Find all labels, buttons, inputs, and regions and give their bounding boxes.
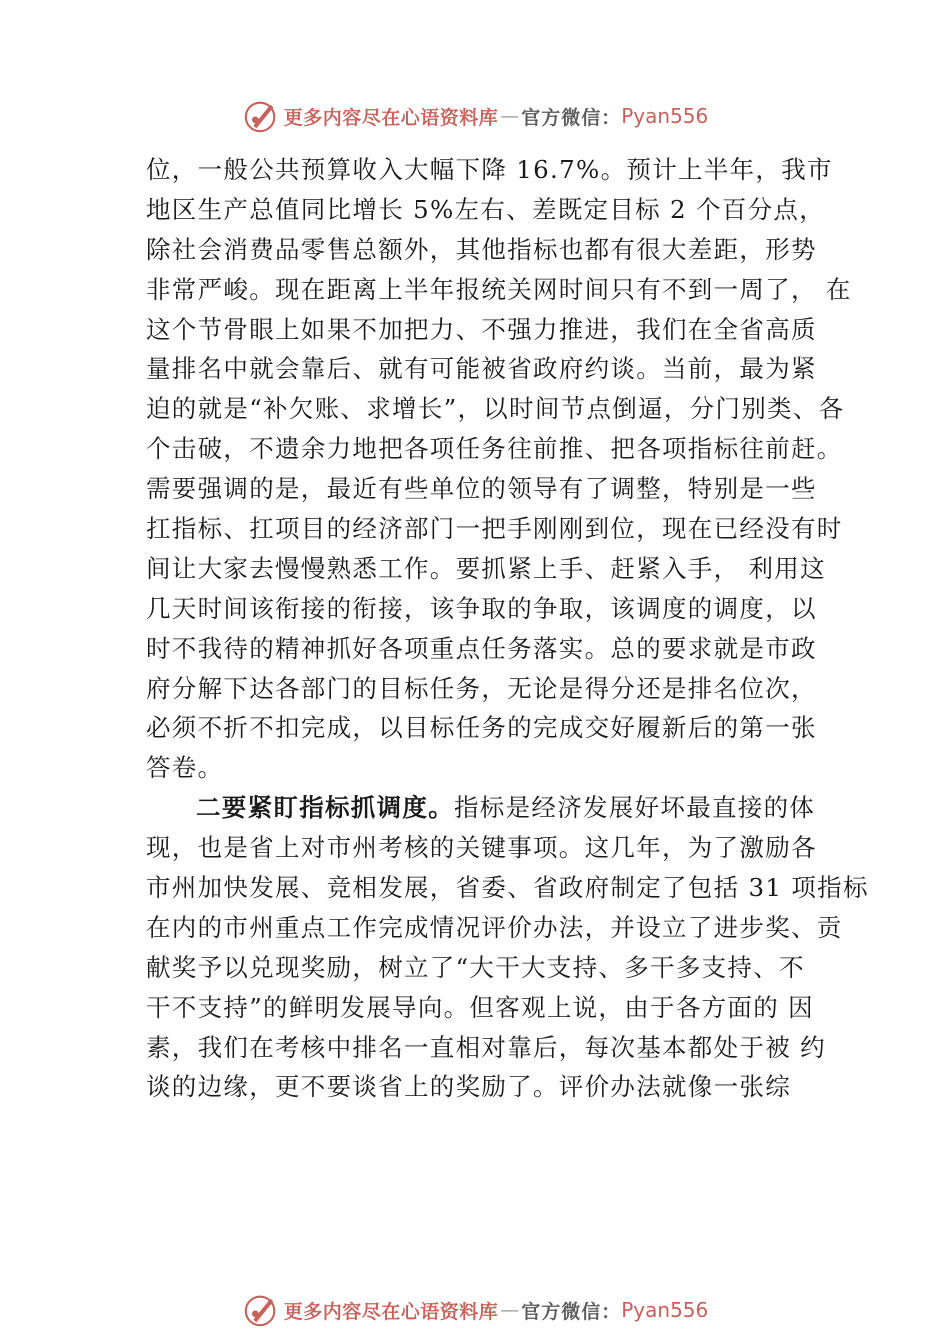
body-line: 几天时间该衔接的衔接，该争取的争取，该调度的调度，以 [146, 593, 817, 623]
body-line: 扛指标、扛项目的经济部门一把手刚刚到位，现在已经没有时 [146, 514, 843, 544]
body-line: 这个节骨眼上如果不加把力、不强力推进，我们在全省高质 [146, 314, 817, 344]
watermark-brand-text: 更多内容尽在心语资料库 [283, 106, 499, 129]
body-line: 个击破，不遗余力地把各项任务往前推、把各项指标往前赶。 [146, 434, 843, 464]
body-line: 间让大家去慢慢熟悉工作。要抓紧上手、赶紧入手， 利用这 [146, 553, 826, 583]
body-line: 需要强调的是，最近有些单位的领导有了调整，特别是一些 [146, 474, 817, 504]
body-line: 除社会消费品零售总额外，其他指标也都有很大差距，形势 [146, 234, 817, 264]
body-line: 素，我们在考核中排名一直相对靠后，每次基本都处于被 约 [146, 1032, 826, 1062]
section-heading-line [146, 788, 836, 828]
body-line: 必须不折不扣完成，以目标任务的完成交好履新后的第一张 [146, 713, 817, 743]
watermark-middle-text: 官方微信： [521, 106, 622, 129]
body-line: 在内的市州重点工作完成情况评价办法，并设立了进步奖、贡 [146, 912, 843, 942]
body-line: 地区生产总值同比增长 5%左右、差既定目标 2 个百分点， [146, 194, 826, 224]
body-line: 量排名中就会靠后、就有可能被省政府约谈。当前，最为紧 [146, 354, 817, 384]
watermark-middle-text: 官方微信： [521, 1300, 622, 1323]
watermark-banner-bottom [0, 1290, 950, 1330]
body-line: 府分解下达各部门的目标任务，无论是得分还是排名位次， [146, 673, 817, 703]
body-line: 谈的边缘，更不要谈省上的奖励了。评价办法就像一张综 [146, 1072, 791, 1102]
body-line: 市州加快发展、竞相发展，省委、省政府制定了包括 31 项指标 [146, 873, 869, 903]
body-line: 非常严峻。现在距离上半年报统关网时间只有不到一周了， 在 [146, 274, 852, 304]
body-line: 答卷。 [146, 753, 224, 783]
body-line: 干不支持”的鲜明发展导向。但客观上说，由于各方面的 因 [146, 992, 814, 1022]
watermark-separator: — [500, 105, 520, 127]
body-line: 位，一般公共预算收入大幅下降 16.7%。预计上半年，我市 [146, 155, 833, 184]
body-line: 时不我待的精神抓好各项重点任务落实。总的要求就是市政 [146, 633, 817, 663]
watermark-wechat-id: Pyan556 [621, 104, 709, 128]
pen-nib-circle-icon [242, 1291, 280, 1329]
watermark-separator: — [500, 1299, 520, 1321]
body-line: 迫的就是“补欠账、求增长”，以时间节点倒逼，分门别类、各 [146, 394, 845, 424]
watermark-brand-text: 更多内容尽在心语资料库 [283, 1300, 499, 1323]
document-body [146, 150, 869, 1107]
pen-nib-circle-icon [242, 97, 280, 135]
section-heading-rest: 指标是经济发展好坏最直接的体 [454, 793, 816, 823]
section-heading: 二要紧盯指标抓调度。 [196, 793, 454, 823]
watermark-banner-top [0, 96, 950, 136]
body-line: 现，也是省上对市州考核的关键事项。这几年，为了激励各 [146, 833, 817, 863]
body-line: 献奖予以兑现奖励，树立了“大干大支持、多干多支持、不 [146, 952, 805, 982]
watermark-wechat-id: Pyan556 [621, 1298, 709, 1322]
